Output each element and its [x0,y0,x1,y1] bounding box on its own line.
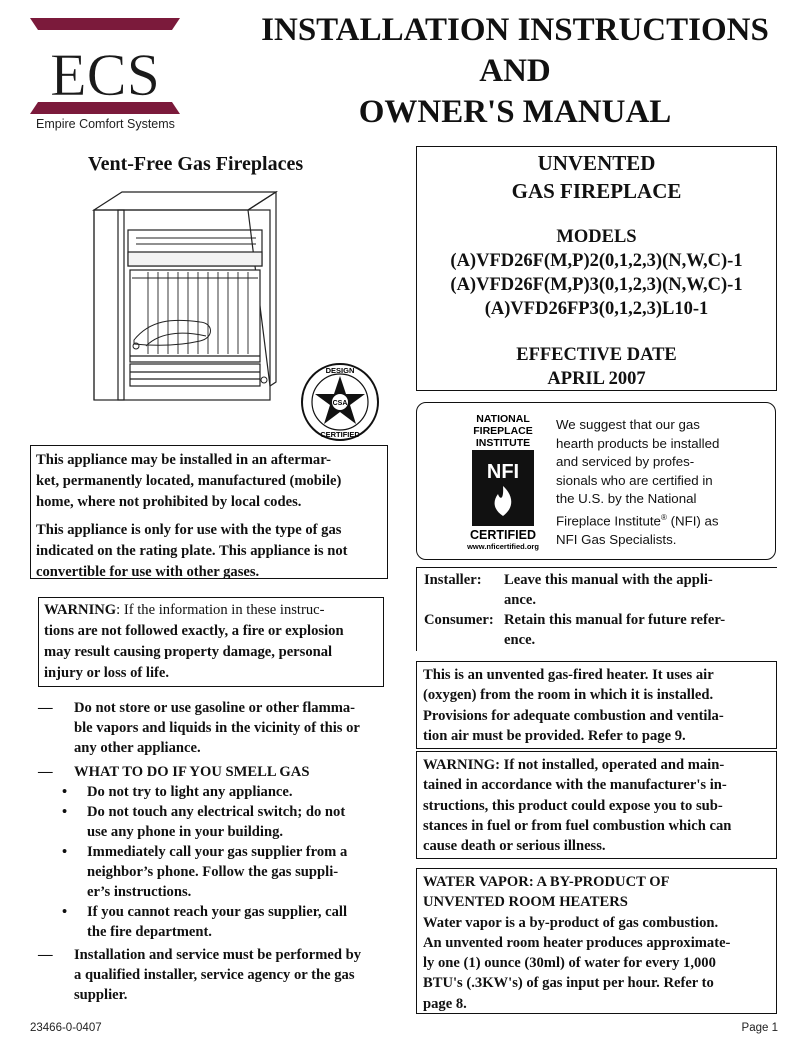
nfi-logo-mark: NFI [486,461,520,483]
text-line: ly one (1) ounce (30ml) of water for every 1,000 [423,955,716,972]
text-line: cause death or serious illness. [423,838,606,855]
nfi-certified: CERTIFIED [470,528,536,542]
text-line: WHAT TO DO IF YOU SMELL GAS [74,764,310,780]
model-line: (A)VFD26FP3(0,1,2,3)L10-1 [484,299,709,319]
text-line: BTU's (.3KW's) of gas input per hour. Refer to [423,975,714,992]
nfi-logo-line-3: INSTITUTE [475,437,531,449]
bullet-item [62,802,387,842]
text-line: Do not store or use gasoline or other flamma- [74,700,356,716]
effective-label: EFFECTIVE DATE [516,345,677,365]
model-title-1: UNVENTED [537,151,656,175]
appliance-paragraph-2 [36,520,382,583]
model-title-2: GAS FIREPLACE [511,179,682,203]
text-line: tion air must be provided. Refer to page 9. [423,727,686,744]
bullet-item [62,902,387,942]
text-line: stances in fuel or from fuel combustion which can [423,817,732,834]
text-line: Do not touch any electrical switch; do not [87,804,346,820]
product-heading: Vent-Free Gas Fireplaces [88,153,304,175]
effective-date: APRIL 2007 [547,369,646,389]
warning-label: WARNING [44,602,117,618]
bullet-mark: • [62,844,68,860]
water-vapor-box [416,868,777,1014]
text-line: Immediately call your gas supplier from a [87,844,348,860]
text-line: Provisions for adequate combustion and ventila- [423,707,724,724]
consumer-label: Consumer: [424,612,494,628]
models-label: MODELS [556,227,637,247]
text-line: ket, permanently located, manufactured (mobile) [36,473,342,489]
nfi-line: hearth products be installed [556,435,720,451]
text-line: Do not try to light any appliance. [87,784,293,800]
text-line [44,600,378,621]
text-line: er’s instructions. [87,884,192,900]
model-line: (A)VFD26F(M,P)2(0,1,2,3)(N,W,C)-1 [450,251,743,271]
seal-top-text: DESIGN [325,366,355,375]
text-line: ance. [504,592,537,608]
text-line: Installation and service must be performed by [74,947,362,963]
title-line-3: OWNER'S MANUAL [358,94,672,130]
dash-item [38,762,388,782]
nfi-url: www.nficertified.org [467,542,539,551]
nfi-line-part: Fireplace Institute [556,513,661,529]
nfi-logo [458,410,548,552]
text-line: injury or loss of life. [44,665,169,681]
nfi-paragraph [556,416,756,550]
dash-mark: — [38,764,53,780]
text-line: Leave this manual with the appli- [504,572,713,588]
dash-mark: — [38,700,53,716]
text-line: convertible for use with other gases. [36,564,260,580]
warning-box [38,597,384,687]
model-line: (A)VFD26F(M,P)3(0,1,2,3)(N,W,C)-1 [450,275,743,295]
text-line: This appliance is only for use with the type of gas [36,522,342,538]
installer-top-rule [416,567,777,568]
bullet-mark: • [62,784,68,800]
text-line: ence. [504,632,536,648]
text-line: may result causing property damage, personal [44,644,333,660]
nfi-line: NFI Gas Specialists. [556,531,677,547]
title-line-2: AND [479,53,551,89]
text-line: use any phone in your building. [87,824,284,840]
text-line: tions are not followed exactly, a fire or explosion [44,623,344,639]
text-line: An unvented room heater produces approximate- [423,934,731,951]
water-heading-line: WATER VAPOR: A BY-PRODUCT OF [423,874,670,890]
logo-top-bar [30,18,180,30]
bullet-mark: • [62,804,68,820]
text-line: WARNING: If not installed, operated and main- [423,757,725,773]
consumer-text [504,610,764,650]
design-certified-seal [300,362,380,442]
nfi-logo-line-2: FIREPLACE [473,425,533,437]
text-line: home, where not prohibited by local codes. [36,494,302,510]
registered-mark: ® [660,512,667,522]
unvented-box [416,661,777,749]
nfi-logo-line-1: NATIONAL [476,413,530,425]
warning2-box [416,751,777,859]
logo-company-name: Empire Comfort Systems [36,117,175,131]
nfi-line: the U.S. by the National [556,491,697,507]
text-line: a qualified installer, service agency or the gas [74,967,355,983]
bullet-mark: • [62,904,68,920]
water-heading-line: UNVENTED ROOM HEATERS [423,894,628,911]
appliance-paragraph-1 [36,450,382,513]
logo-letters: ECS [49,42,161,108]
appliance-box [30,445,388,579]
nfi-line: We suggest that our gas [556,417,700,432]
text-line-part: : If the information in these instruc- [116,602,325,618]
text-line: If you cannot reach your gas supplier, call [87,904,348,920]
text-line: tained in accordance with the manufacturer's in- [423,777,727,794]
doc-number: 23466-0-0407 [30,1022,102,1034]
nfi-line [556,509,756,531]
model-box [416,146,777,391]
text-line: supplier. [74,987,128,1003]
dash-item [38,945,388,1005]
installer-text [504,570,764,610]
installer-label: Installer: [424,572,482,588]
text-line: Water vapor is a by-product of gas combustion. [423,914,719,931]
title-line-1: INSTALLATION INSTRUCTIONS [261,12,769,48]
nfi-line-part: (NFI) as [670,513,719,529]
dash-item [38,698,388,758]
nfi-line: sionals who are certified in [556,472,713,488]
text-line: (oxygen) from the room in which it is installed. [423,687,714,704]
text-line: indicated on the rating plate. This appliance is not [36,543,348,559]
text-line: Retain this manual for future refer- [504,612,726,628]
text-line: This appliance may be installed in an aftermar- [36,452,331,468]
nfi-line: and serviced by profes- [556,454,695,470]
text-line: ble vapors and liquids in the vicinity of this or [74,720,360,736]
page-number: Page 1 [741,1022,778,1034]
text-line: the fire department. [87,924,212,940]
bullet-item [62,782,387,802]
text-line: structions, this product could expose you to sub- [423,797,723,814]
text-line: This is an unvented gas-fired heater. It uses air [423,667,714,683]
text-line: neighbor’s phone. Follow the gas suppli- [87,864,339,880]
text-line: any other appliance. [74,740,201,756]
text-line: page 8. [423,995,467,1012]
dash-mark: — [38,947,53,963]
seal-mark: CSA [332,400,348,407]
bullet-item [62,842,387,902]
seal-bottom-text: CERTIFIED [320,430,360,439]
fireplace-illustration [88,186,288,404]
